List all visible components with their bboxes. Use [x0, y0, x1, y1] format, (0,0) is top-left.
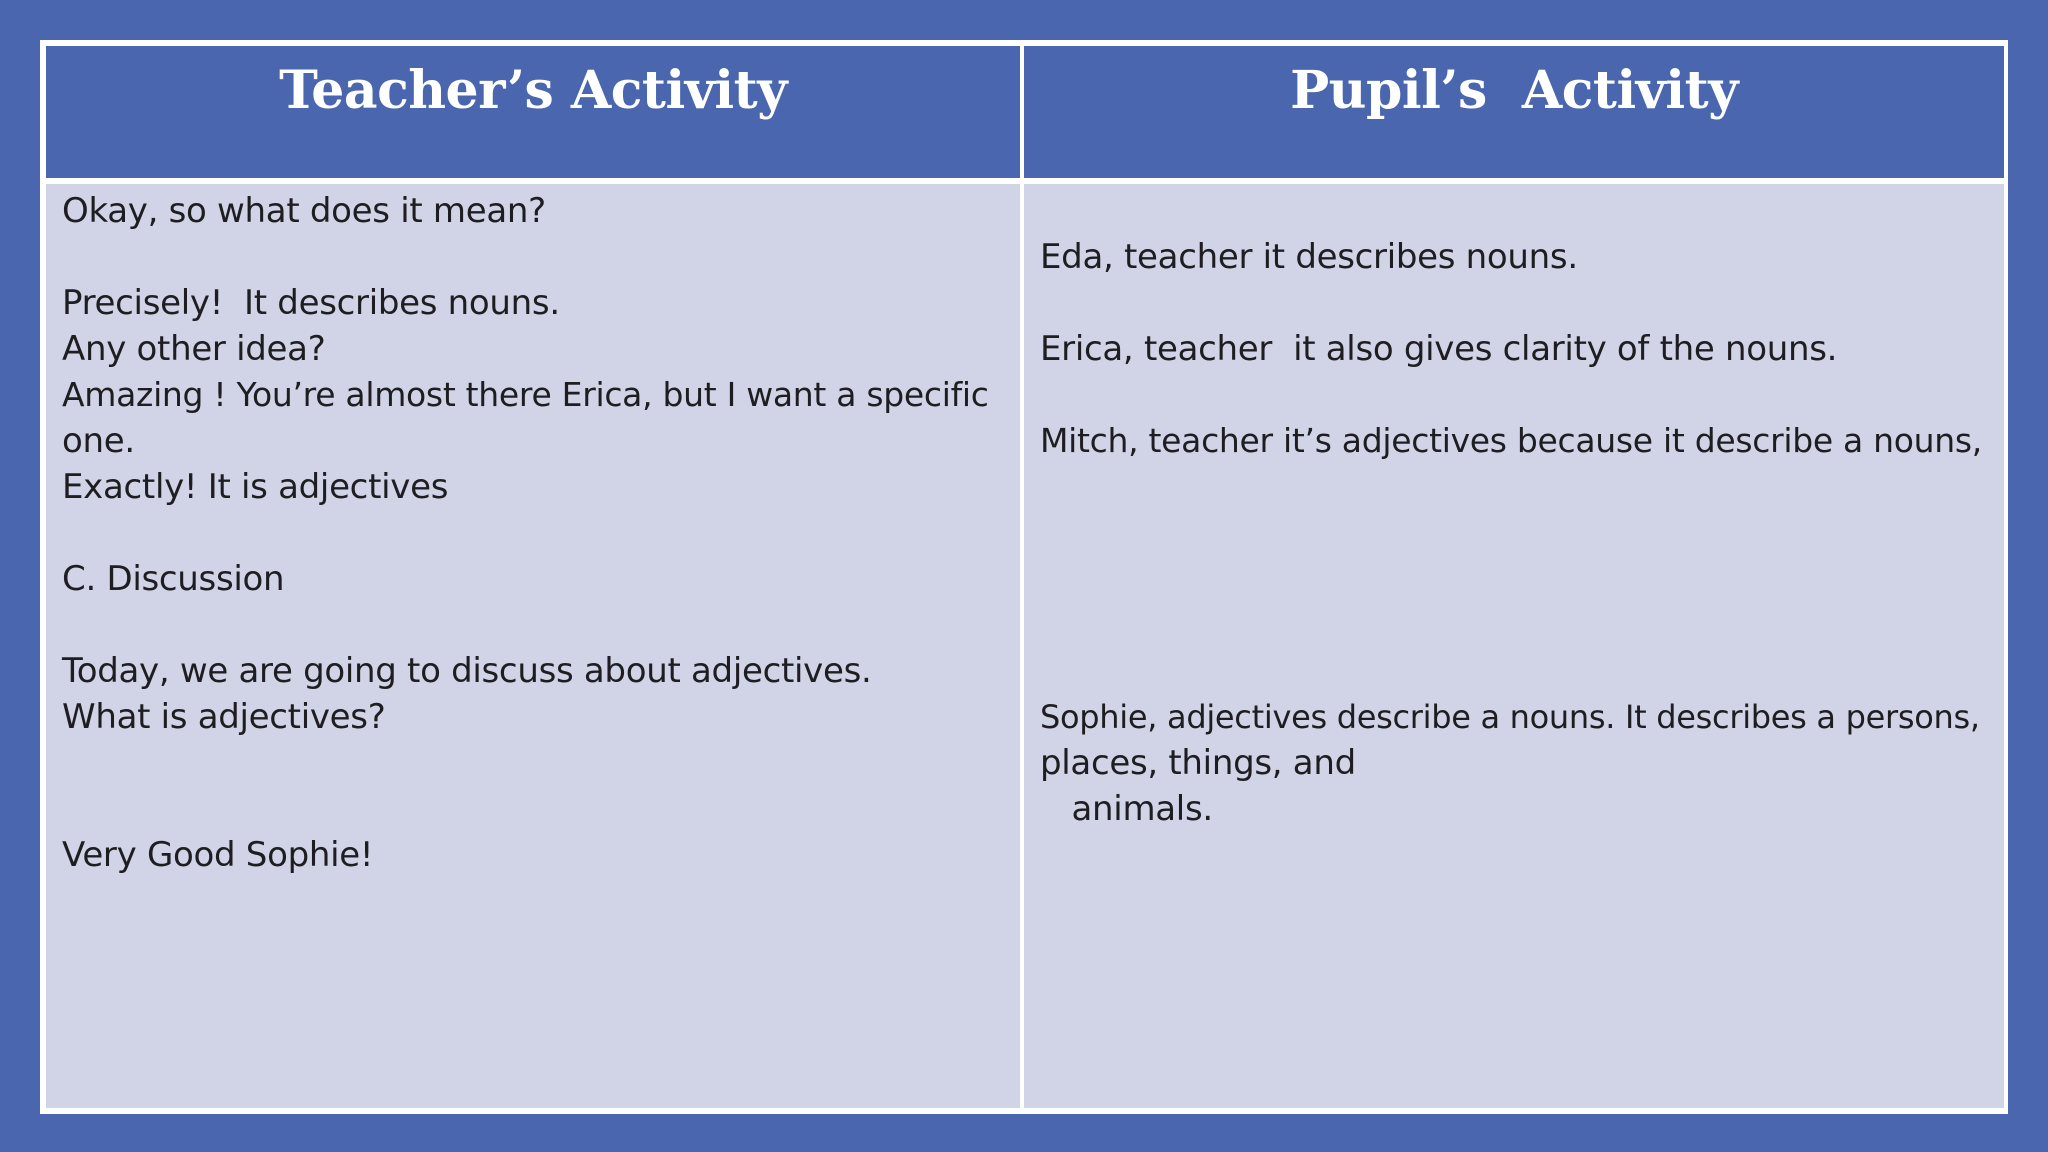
- teacher-line: Very Good Sophie!: [62, 835, 374, 875]
- teacher-line: Okay, so what does it mean?: [62, 191, 546, 231]
- teacher-line: Amazing ! You’re almost there Erica, but I want a specific: [62, 375, 989, 414]
- teacher-line: What is adjectives?: [62, 697, 386, 737]
- pupil-activity-header: Pupil’s Activity: [1024, 46, 2004, 178]
- pupil-line: Sophie, adjectives describe a nouns. It describes a persons,: [1040, 698, 1980, 736]
- activity-table: [40, 40, 2008, 1114]
- teacher-activity-header: Teacher’s Activity: [46, 46, 1020, 178]
- pupil-line: places, things, and: [1040, 743, 1356, 783]
- teacher-activity-cell: [46, 184, 1020, 1108]
- pupil-line: Erica, teacher it also gives clarity of the nouns.: [1040, 329, 1838, 369]
- pupil-line: animals.: [1040, 789, 1213, 829]
- teacher-line: Today, we are going to discuss about adjectives.: [62, 651, 872, 691]
- teacher-line: C. Discussion: [62, 559, 285, 599]
- teacher-line: Any other idea?: [62, 329, 326, 369]
- pupil-line: Mitch, teacher it’s adjectives because it describe a nouns,: [1040, 421, 1982, 460]
- teacher-line: Exactly! It is adjectives: [62, 467, 449, 507]
- pupil-line: Eda, teacher it describes nouns.: [1040, 237, 1578, 277]
- teacher-line: one.: [62, 421, 135, 461]
- pupil-activity-cell: [1024, 184, 2004, 1108]
- teacher-line: Precisely! It describes nouns.: [62, 283, 560, 323]
